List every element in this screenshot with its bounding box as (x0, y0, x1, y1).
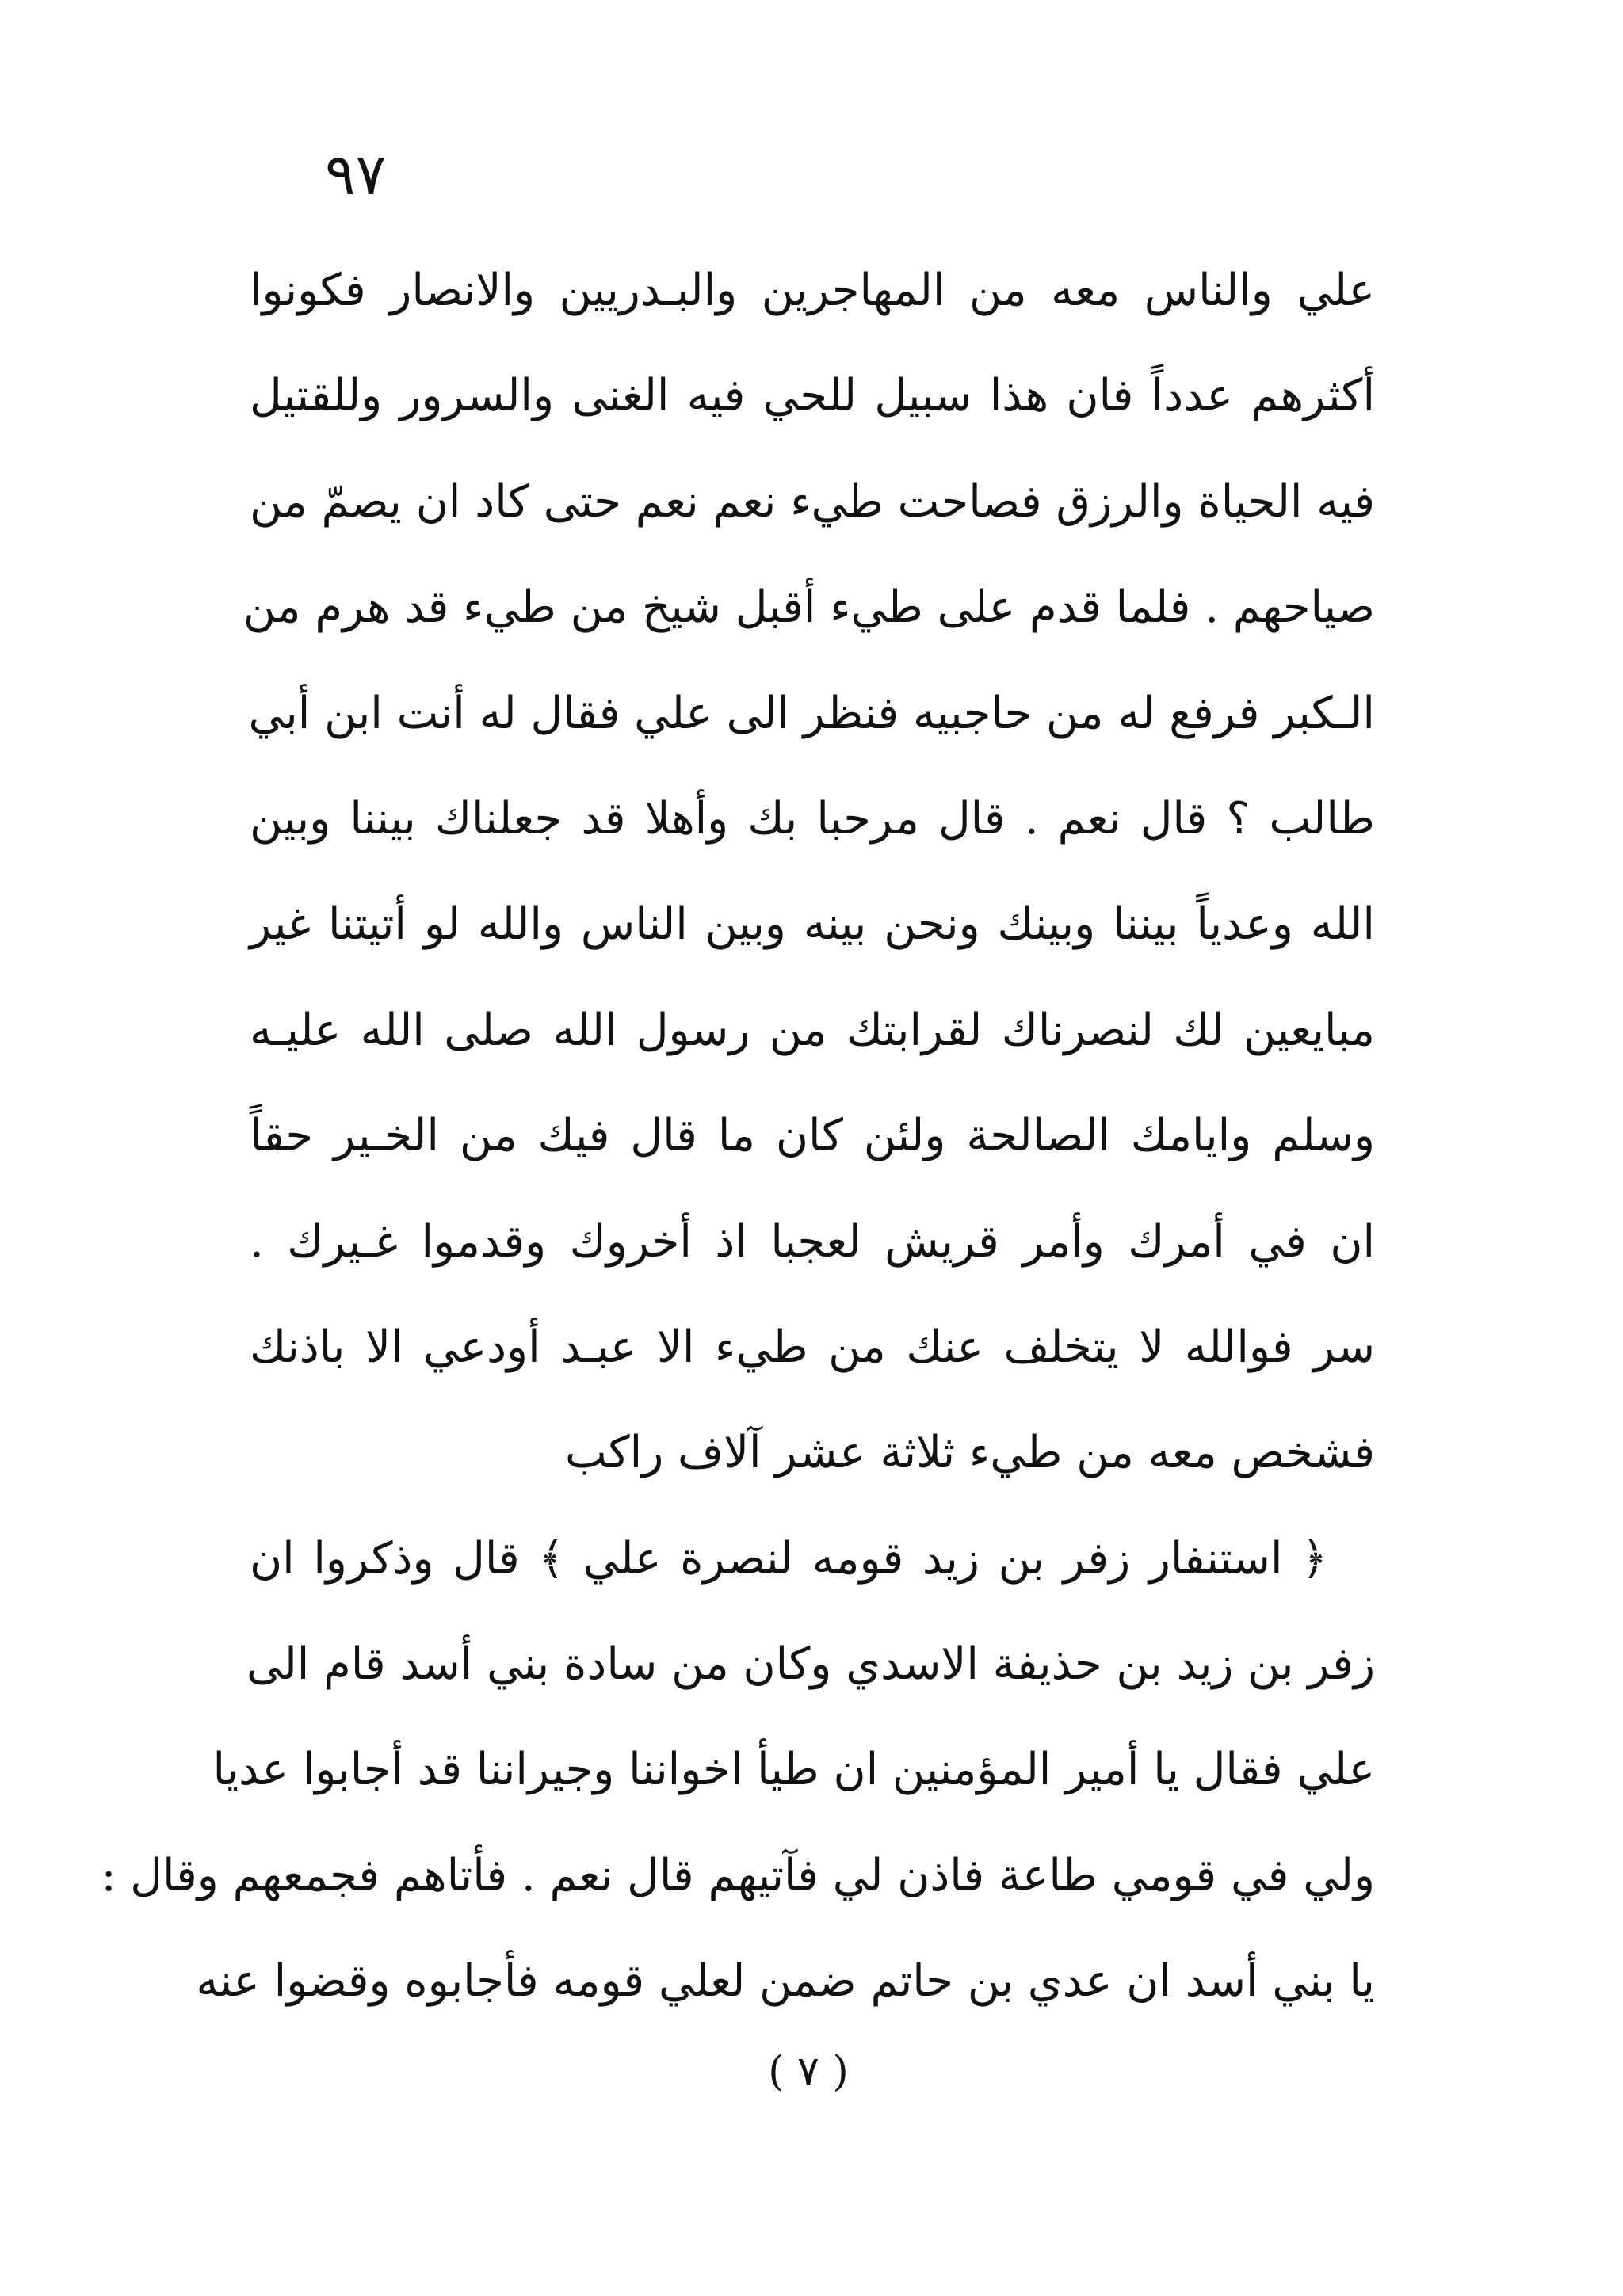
section-heading-line: ﴿ استنفار زفر بن زيد قومه لنصرة علي ﴾ قال وذكروا ان (250, 1532, 1327, 1585)
text-line: يا بني أسد ان عدي بن حاتم ضمن لعلي قومه فأجابوه وقضوا عنه (196, 1955, 1375, 2008)
text-line: مبايعين لك لنصرناك لقرابتك من رسول الله صلى الله عليـه (250, 1004, 1375, 1056)
text-line: سر فوالله لا يتخلف عنك من طيء الا عبـد أودعي الا باذنك (250, 1321, 1375, 1373)
text-line: علي فقال يا أمير المؤمنين ان طيأ اخواننا وجيراننا قد أجابوا عديا (212, 1744, 1375, 1796)
text-line: ان في أمرك وأمر قريش لعجبا اذ أخروك وقدموا غـيرك . (250, 1215, 1375, 1268)
text-line: زفر بن زيد بن حذيفة الاسدي وكان من سادة بني أسد قام الى (246, 1638, 1375, 1691)
text-line: صياحهم . فلما قدم على طيء أقبل شيخ من طيء قد هرم من (242, 582, 1375, 634)
text-line: ولي في قومي طاعة فاذن لي فآتيهم قال نعم . فأتاهم فجمعهم وقال : (101, 1849, 1375, 1901)
text-line: فشخص معه من طيء ثلاثة عشر آلاف راكب (565, 1427, 1375, 1479)
text-line: الله وعدياً بيننا وبينك ونحن بينه وبين الناس والله لو أتيتنا غير (250, 898, 1375, 951)
body-text (101, 238, 1375, 2035)
text-line: طالب ؟ قال نعم . قال مرحبا بك وأهلا قد جعلناك بيننا وبين (250, 792, 1375, 845)
text-line: أكثرهم عدداً فان هذا سبيل للحي فيه الغنى والسرور وللقتيل (250, 370, 1375, 422)
text-line: علي والناس معه من المهاجرين والبـدريين والانصار فكونوا (250, 265, 1375, 316)
signature-mark: ( ٧ ) (768, 2048, 849, 2096)
page-number: ٩٧ (325, 141, 387, 208)
text-line: فيه الحياة والرزق فصاحت طيء نعم نعم حتى كاد ان يصمّ من (250, 475, 1375, 528)
text-line: وسلم وايامك الصالحة ولئن كان ما قال فيك من الخـير حقاً (250, 1110, 1375, 1162)
text-line: الـكبر فرفع له من حاجبيه فنظر الى علي فقال له أنت ابن أبي (248, 687, 1375, 739)
